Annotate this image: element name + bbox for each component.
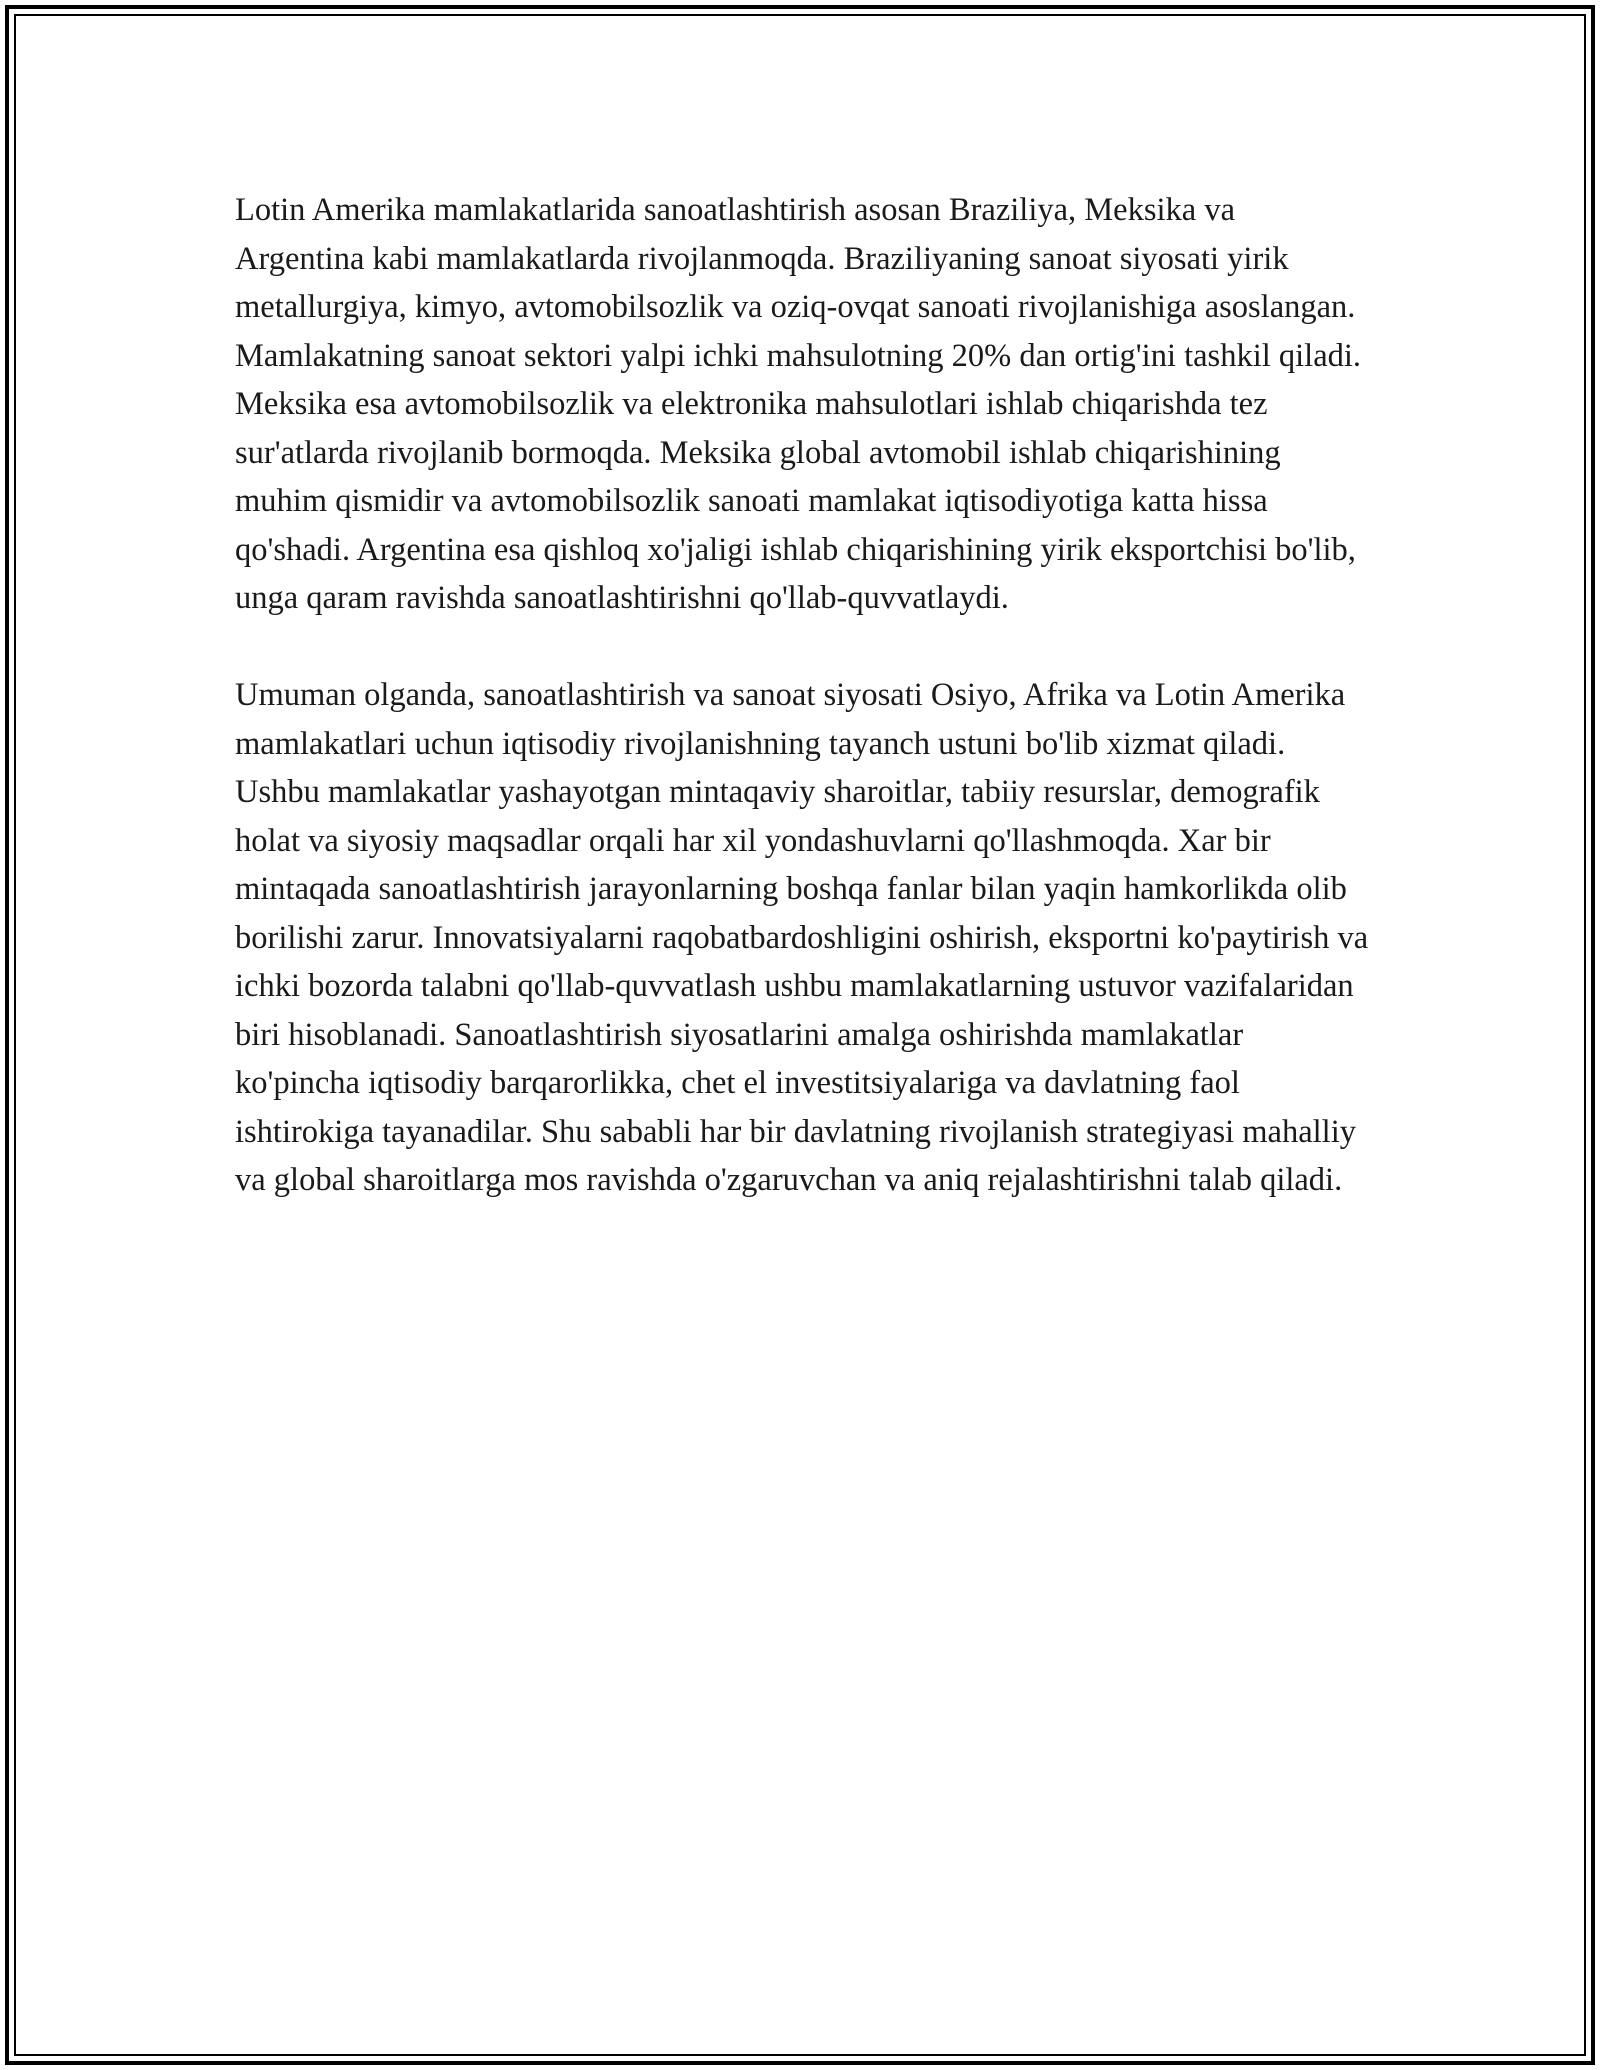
paragraph-conclusion: Umuman olganda, sanoatlashtirish va sanoat siyosati Osiyo, Afrika va Lotin Amerika mamlakatlari uchun iqtisodiy rivojlanishning tayanch ustuni bo'lib xizmat qiladi. Ushbu mamlakatlar yashayotgan mintaqaviy sharoitlar, tabiiy resurslar, demografik holat va siyosiy maqsadlar orqali har xil yondashuvlarni qo'llashmoqda. Xar bir mintaqada sanoatlashtirish jarayonlarning boshqa fanlar bilan yaqin hamkorlikda olib borilishi zarur. Innovatsiyalarni raqobatbardoshligini oshirish, eksportni ko'paytirish va ichki bozorda talabni qo'llab-quvvatlash ushbu mamlakatlarning ustuvor vazifalaridan biri hisoblanadi. Sanoatlashtirish siyosatlarini amalga oshirishda mamlakatlar ko'pincha iqtisodiy barqarorlikka, chet el investitsiyalariga va davlatning faol ishtirokiga tayanadilar. Shu sababli har bir davlatning rivojlanish strategiyasi mahalliy va global sharoitlarga mos ravishda o'zgaruvchan va aniq rejalashtirishni talab qiladi. <box>235 677 1369 1198</box>
paragraph-latin-america: Lotin Amerika mamlakatlarida sanoatlashtirish asosan Braziliya, Meksika va Argentina kabi mamlakatlarda rivojlanmoqda. Braziliyaning sanoat siyosati yirik metallurgiya, kimyo, avtomobilsozlik va oziq-ovqat sanoati rivojlanishiga asoslangan. Mamlakatning sanoat sektori yalpi ichki mahsulotning 20% dan ortig'ini tashkil qiladi. Meksika esa avtomobilsozlik va elektronika mahsulotlari ishlab chiqarishda tez sur'atlarda rivojlanib bormoqda. Meksika global avtomobil ishlab chiqarishining muhim qismidir va avtomobilsozlik sanoati mamlakat iqtisodiyotiga katta hissa qo'shadi. Argentina esa qishloq xo'jaligi ishlab chiqarishining yirik eksportchisi bo'lib, unga qaram ravishda sanoatlashtirishni qo'llab-quvvatlaydi. <box>235 192 1362 616</box>
document-body <box>235 186 1370 1205</box>
